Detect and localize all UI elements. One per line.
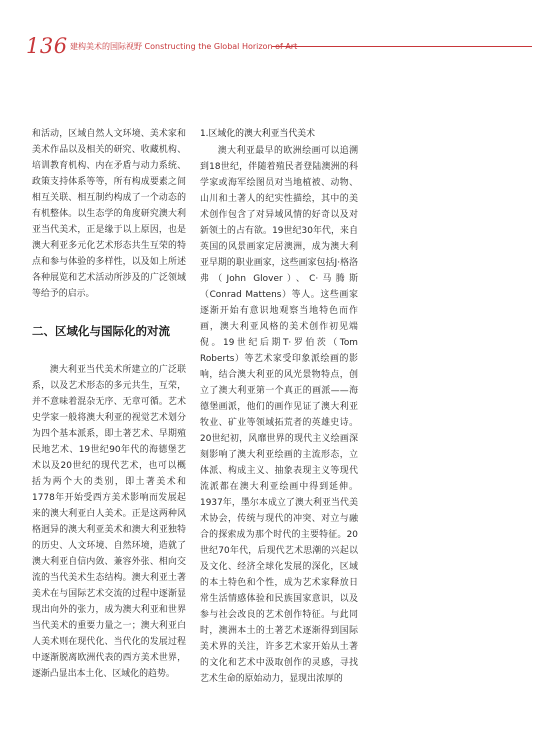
- body-paragraph-left: 澳大利亚当代美术所建立的广泛联系，以及艺术形态的多元共生，互荣，并不意味着混杂无序、无章可循。艺术史学家一般将澳大利亚的视觉艺术划分为四个基本派系，即土著艺术、早期殖民地艺术、19世纪90年代的海德堡艺术以及20世纪的现代艺术，也可以概括为两个大的类别，即土著美术和1778年开始受西方美术影响而发展起来的澳大利亚白人美术。正是这两种风格迥异的澳大利亚美术和澳大利亚独特的历史、人文环境、自然环境，造就了澳大利亚自信内敛、兼容外张、相向交流的当代美术生态结构。澳大利亚土著美术在与国际艺术交流的过程中逐渐显现出向外的张力，成为澳大利亚和世界当代美术的重要力量之一；澳大利亚白人美术则在现代化、当代化的发展过程中逐渐脱离欧洲代表的西方美术世界，逐渐凸显出本土化、区域化的趋势。: [32, 365, 186, 679]
- subsection-heading: 1.区域化的澳大利亚当代美术: [200, 129, 315, 139]
- left-column: [32, 126, 186, 682]
- body-paragraph-right: 澳大利亚最早的欧洲绘画可以追溯到18世纪，伴随着殖民者登陆澳洲的科学家或海军绘图员对当地植被、动物、山川和土著人的纪实性描绘，其中的美术创作包含了对异域风情的好奇以及对新领土的占有欲。19世纪30年代，来自英国的风景画家定居澳洲，成为澳大利亚早期的职业画家，这些画家包括J·格洛弗（John Glover）、C·马腾斯（Conrad Mattens）等人。这些画家逐渐开始有意识地观察当地特色而作画，澳大利亚风格的美术创作初见端倪。19世纪后期T·罗伯茨（Tom Roberts）等艺术家受印象派绘画的影响，结合澳大利亚的风光景物特点，创立了澳大利亚第一个真正的画派——海德堡画派，他们的画作见证了澳大利亚牧业、矿业等领域拓荒者的英雄史诗。20世纪初，风靡世界的现代主义绘画深刻影响了澳大利亚绘画的主流形态，立体派、构成主义、抽象表现主义等现代流派都在澳大利亚绘画中得到延伸。1937年，墨尔本成立了澳大利亚当代美术协会，传统与现代的冲突、对立与融合的探索成为那个时代的主要特征。20世纪70年代，后现代艺术思潮的兴起以及文化、经济全球化发展的深化，区域的本土特色和个性，成为艺术家释放日常生活情感体验和民族国家意识，以及参与社会改良的艺术创作特征。与此同时，澳洲本土的土著艺术逐渐得到国际美术界的关注，许多艺术家开始从土著的文化和艺术中汲取创作的灵感，寻找艺术生命的原始动力，显现出浓厚的: [200, 146, 358, 684]
- section-heading: 二、区域化与国际化的对流: [32, 324, 170, 338]
- running-title: 建构美术的国际视野 Constructing the Global Horizon of Art: [70, 42, 298, 51]
- header-rule: [272, 46, 532, 47]
- right-column: [200, 126, 358, 687]
- intro-paragraph: 和活动，区域自然人文环境、美术家和美术作品以及相关的研究、收藏机构、培训教育机构、内在矛盾与动力系统、政策支持体系等等，所有构成要素之间相互关联、相互制约构成了一个动态的有机整体。以生态学的角度研究澳大利亚当代美术，正是缘于以上原因，也是澳大利亚多元化艺术形态共生互荣的特点和参与体验的多样性，以及如上所述各种展览和艺术活动所涉及的广泛领域等给予的启示。: [32, 129, 186, 299]
- page-number: 136: [26, 34, 68, 58]
- page-header: [0, 30, 552, 60]
